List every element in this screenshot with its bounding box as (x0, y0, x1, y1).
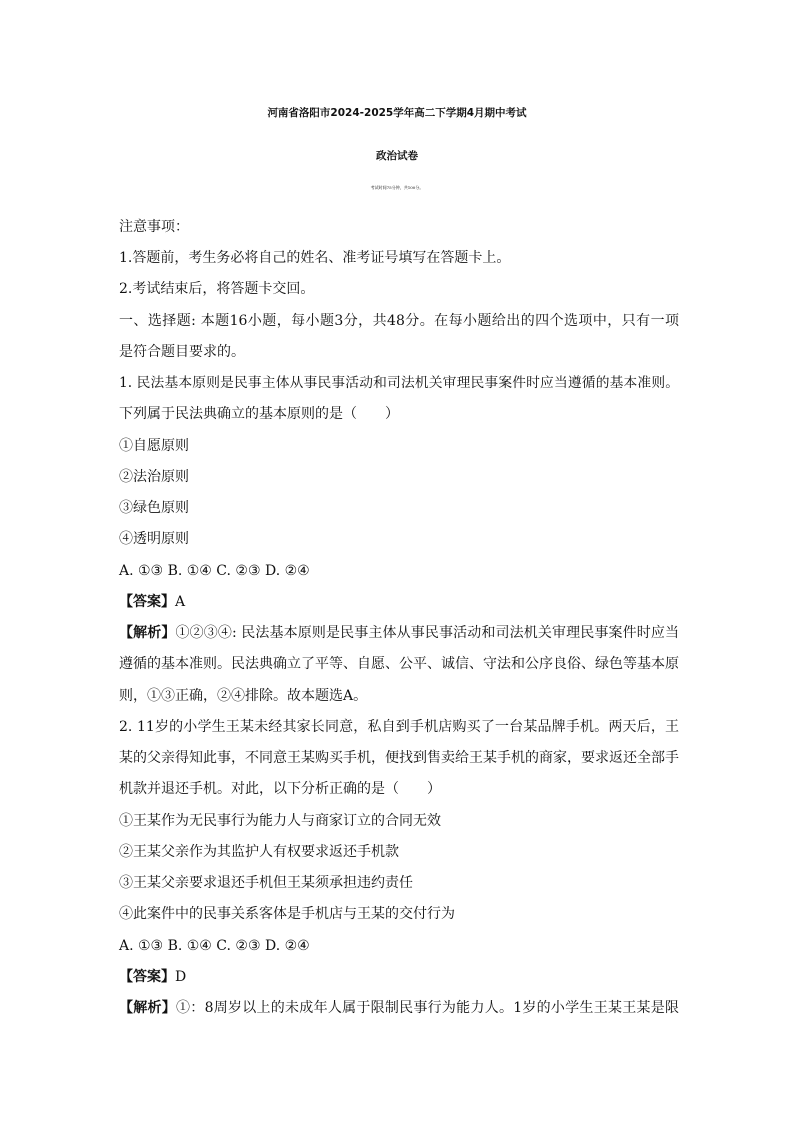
question-2-stem: 机款并退还手机。对此，以下分析正确的是（ ） (119, 781, 441, 797)
question-1-analysis: 遵循的基本准则。民法典确立了平等、自愿、公平、诚信、守法和公序良俗、绿色等基本原 (119, 656, 679, 672)
question-1-option: ④透明原则 (119, 531, 189, 547)
question-2-analysis (119, 999, 679, 1017)
analysis-label: 【解析】 (119, 1000, 177, 1016)
question-2-option: ①王某作为无民事行为能力人与商家订立的合同无效 (119, 813, 441, 829)
page-subtitle: 政治试卷 (376, 150, 418, 162)
exam-time: 考试时间75分钟，共100分。 (370, 185, 424, 190)
question-2-option: ③王某父亲要求退还手机但王某须承担违约责任 (119, 875, 413, 891)
question-1-analysis (119, 624, 679, 642)
section-instruction: 是符合题目要求的。 (119, 344, 245, 360)
notice-item: 2.考试结束后，将答题卡交回。 (119, 281, 315, 297)
analysis-text: ①：8周岁以上的未成年人属于限制民事行为能力人。1岁的小学生王某王某是限 (176, 1000, 680, 1016)
analysis-label: 【解析】 (119, 625, 176, 641)
question-1-stem: 1. 民法基本原则是民事主体从事民事活动和司法机关审理民事案件时应当遵循的基本准则。 (119, 375, 679, 391)
question-1-answer (119, 593, 679, 611)
question-1-analysis: 则，①③正确，②④排除。故本题选A。 (119, 688, 368, 704)
answer-value: A (175, 594, 186, 610)
question-1-option: ②法治原则 (119, 469, 189, 485)
answer-label: 【答案】 (119, 594, 175, 610)
section-instruction: 一、选择题: 本题16小题，每小题3分，共48分。在每小题给出的四个选项中，只有一项 (119, 313, 679, 329)
answer-value: D (175, 969, 187, 985)
question-2-option: ④此案件中的民事关系客体是手机店与王某的交付行为 (119, 906, 455, 922)
question-1-stem: 下列属于民法典确立的基本原则的是（ ） (119, 406, 399, 422)
question-1-choices: A. ①③ B. ①④ C. ②③ D. ②④ (119, 563, 310, 579)
page-title: 河南省洛阳市2024-2025学年高二下学期4月期中考试 (267, 107, 527, 119)
notice-item: 1.答题前，考生务必将自己的姓名、准考证号填写在答题卡上。 (119, 250, 511, 266)
question-1-option: ①自愿原则 (119, 438, 189, 454)
question-2-answer (119, 968, 679, 986)
analysis-text: ①②③④: 民法基本原则是民事主体从事民事活动和司法机关审理民事案件时应当 (175, 625, 679, 641)
question-2-stem: 2. 11岁的小学生王某未经其家长同意，私自到手机店购买了一台某品牌手机。两天后，王 (119, 719, 679, 735)
question-2-choices: A. ①③ B. ①④ C. ②③ D. ②④ (119, 938, 310, 954)
answer-label: 【答案】 (119, 969, 175, 985)
question-1-option: ③绿色原则 (119, 500, 189, 516)
notice-heading: 注意事项： (119, 219, 189, 235)
question-2-stem: 某的父亲得知此事，不同意王某购买手机，便找到售卖给王某手机的商家，要求返还全部手 (119, 750, 679, 766)
question-2-option: ②王某父亲作为其监护人有权要求返还手机款 (119, 844, 399, 860)
